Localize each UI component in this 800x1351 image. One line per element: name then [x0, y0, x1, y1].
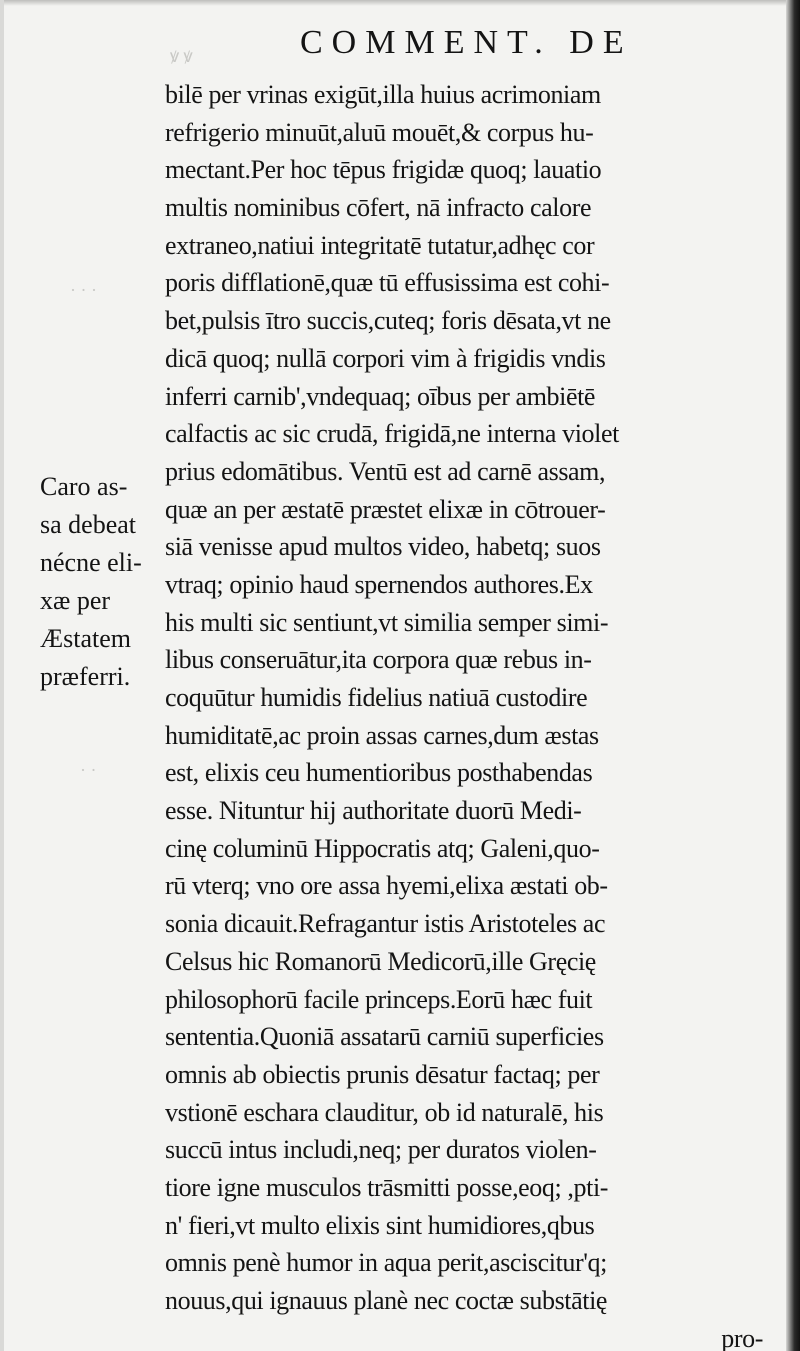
marginal-note	[40, 468, 180, 696]
scan-edge-right	[786, 0, 800, 1351]
text-line: nouus,qui ignauus planè nec coctæ substātię	[165, 1286, 608, 1315]
marginal-note-line: præferri.	[40, 662, 131, 691]
text-line: cinę columinū Hippocratis atq; Galeni,quo-	[165, 833, 600, 863]
text-line: omnis ab obiectis prunis dēsatur factaq; per	[165, 1059, 600, 1089]
text-line: poris difflationē,quæ tū effusissima est cohi-	[165, 268, 610, 298]
text-line: mectant.Per hoc tēpus frigidæ quoq; lauatio	[165, 155, 602, 185]
text-line: refrigerio minuūt,aluū mouēt,& corpus hu-	[165, 117, 594, 147]
text-line: vstionē eschara clauditur, ob id naturalē, his	[165, 1097, 604, 1127]
catchword: pro-	[721, 1323, 763, 1351]
text-line: bilē per vrinas exigūt,illa huius acrimoniam	[165, 80, 601, 109]
text-line: sententia.Quoniā assatarū carniū superficies	[165, 1022, 604, 1052]
text-line: calfactis ac sic crudā, frigidā,ne interna violet	[165, 419, 619, 449]
text-line: inferri carnib',vndequaq; oībus per ambiētē	[165, 381, 596, 411]
text-line: philosophorū facile princeps.Eorū hæc fuit	[165, 984, 593, 1014]
text-line: prius edomātibus. Ventū est ad carnē assam,	[165, 456, 606, 486]
text-line: tiore igne musculos trāsmitti posse,eoq; ,pti-	[165, 1172, 609, 1202]
text-line: rū vterq; vno ore assa hyemi,elixa æstati ob-	[165, 871, 608, 901]
text-line: dicā quoq; nullā corpori vim à frigidis vndis	[165, 343, 606, 373]
text-line: est, elixis ceu humentioribus posthabendas	[165, 758, 593, 788]
bleed-through-mark: ꝟ ꝟ	[170, 46, 193, 66]
text-line: Celsus hic Romanorū Medicorū,ille Gręcię	[165, 946, 596, 976]
text-line: omnis penè humor in aqua perit,asciscitur'q;	[165, 1248, 607, 1278]
text-line: sonia dicauit.Refragantur istis Aristoteles ac	[165, 909, 606, 939]
marginal-note-line: sa debeat	[40, 510, 137, 539]
bleed-through-mark: · · ·	[70, 280, 97, 300]
body-text	[165, 76, 765, 1351]
text-line: siā venisse apud multos video, habetq; suos	[165, 532, 601, 562]
text-line: esse. Nituntur hij authoritate duorū Medi-	[165, 796, 582, 826]
text-line: coquūtur humidis fidelius natiuā custodire	[165, 683, 588, 712]
scan-edge-left	[0, 0, 4, 1351]
text-line: vtraq; opinio haud spernendos authores.Ex	[165, 569, 593, 599]
scan-edge-top	[0, 0, 800, 6]
text-line: libus conseruātur,ita corpora quæ rebus in-	[165, 645, 592, 675]
running-head: COMMENT. DE	[300, 24, 633, 61]
marginal-note-line: Æstatem	[40, 624, 131, 653]
text-line: n' fieri,vt multo elixis sint humidiores,qbus	[165, 1210, 595, 1240]
text-line: extraneo,natiui integritatē tutatur,adhęc cor	[165, 230, 595, 260]
marginal-note-line: xæ per	[40, 586, 111, 615]
text-line: multis nominibus cōfert, nā infracto calore	[165, 193, 592, 223]
bleed-through-mark: · ·	[80, 760, 97, 780]
marginal-note-line: nécne eli-	[40, 548, 142, 577]
marginal-note-line: Caro as-	[40, 472, 128, 501]
text-line: bet,pulsis ītro succis,cuteq; foris dēsata,vt ne	[165, 306, 611, 336]
text-line: humiditatē,ac proin assas carnes,dum æstas	[165, 720, 599, 750]
text-line: quæ an per æstatē præstet elixæ in cōtrouer-	[165, 494, 606, 524]
text-line: his multi sic sentiunt,vt similia semper simi-	[165, 607, 609, 637]
text-line: succū intus includi,neq; per duratos violen-	[165, 1135, 597, 1165]
